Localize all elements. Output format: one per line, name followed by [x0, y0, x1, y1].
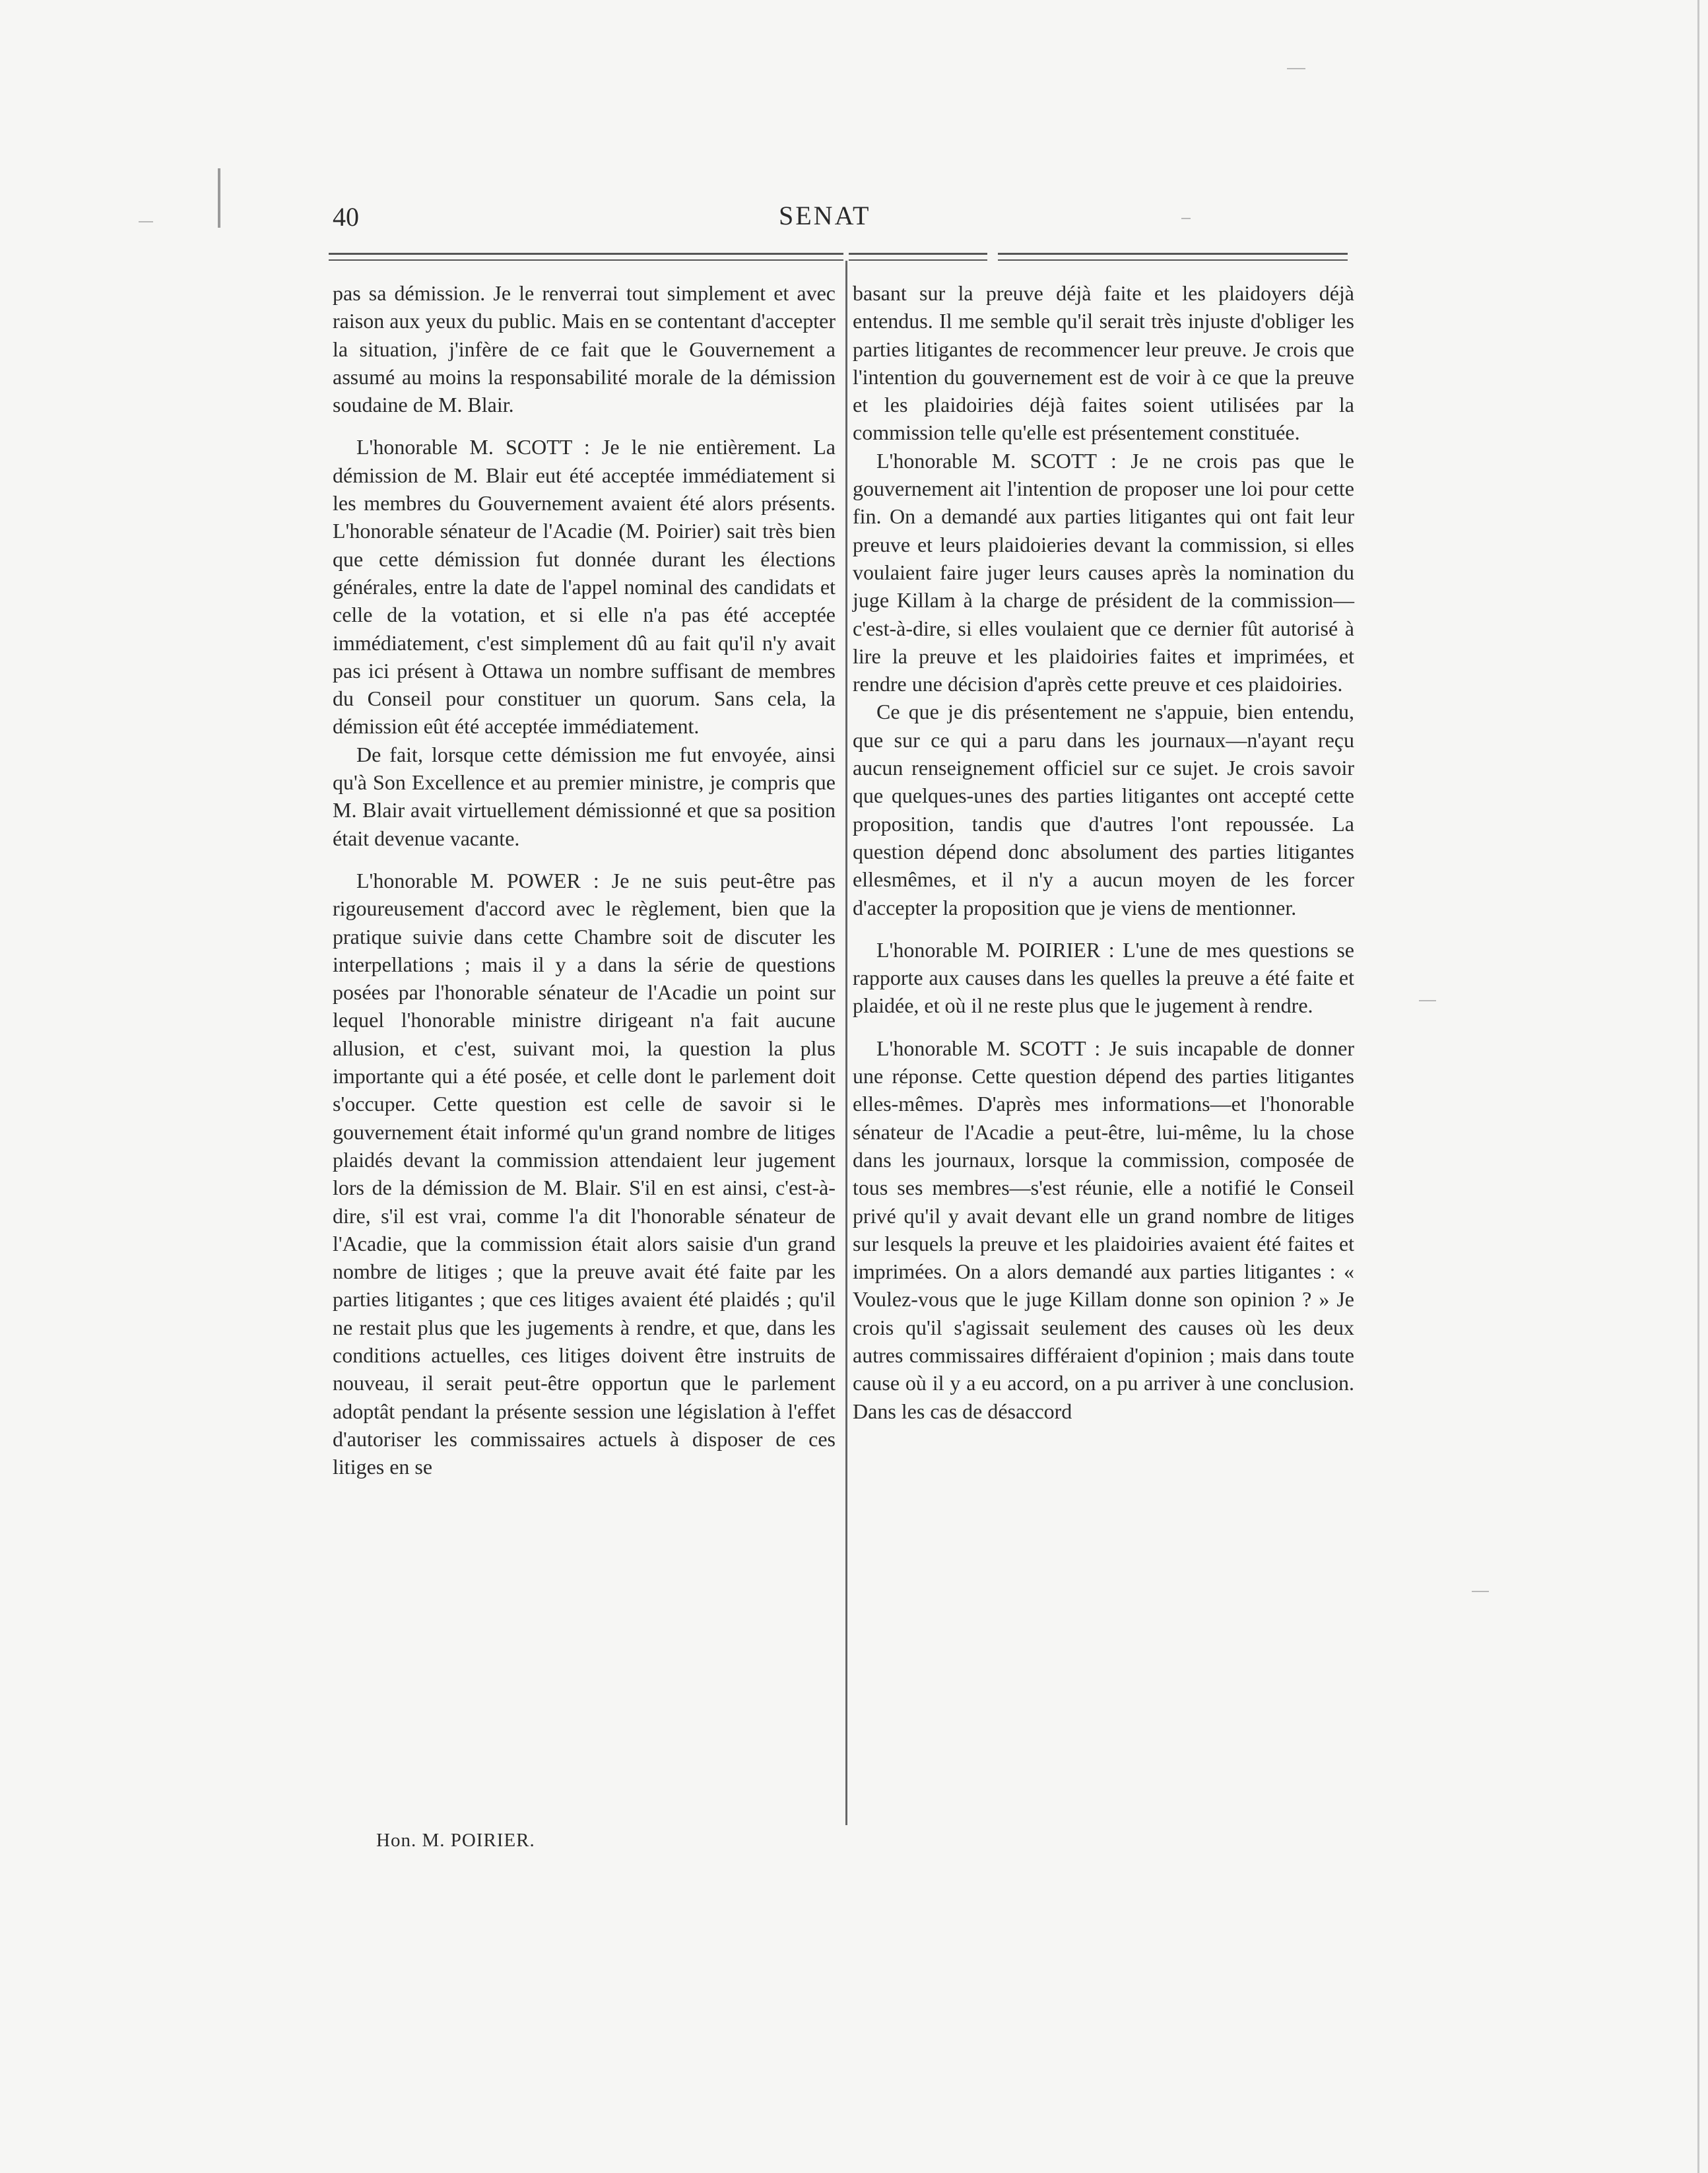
header-rule	[849, 253, 987, 255]
paragraph: L'honorable M. POIRIER : L'une de mes questions se rapporte aux causes dans les quelles la preuve a été faite et plaidée, et où il ne reste plus que le jugement à rendre.	[853, 937, 1354, 1018]
scan-artifact	[1472, 1591, 1489, 1592]
running-head: SENAT	[779, 201, 871, 230]
scan-artifact	[1287, 68, 1305, 69]
paragraph: L'honorable M. POWER : Je ne suis peut-être pas rigoureusement d'accord avec le règlement, bien que la pratique suivie dans cette Chambre soit de discuter les interpellations ; mais il y a dans la série de questions posées par l'honorable sénateur de l'Acadie un point sur lequel l'honorable ministre dirigeant n'a fait aucune allusion, et c'est, suivant moi, la question la plus importante qui a été posée, et celle dont le parlement doit s'occuper. Cette question est celle de savoir si le gouvernement était informé qu'un grand nombre de litiges plaidés devant la commission attendaient leur jugement lors de la démission de M. Blair. S'il en est ainsi, c'est-à-dire, s'il est vrai, comme l'a dit l'honorable sénateur de l'Acadie, que la commission était alors saisie d'un grand nombre de litiges ; que la preuve avait été faite par les parties litigantes ; que ces litiges avaient été plaidés ; qu'il ne restait plus que les jugements à rendre, et que, dans les conditions actuelles, ces litiges doivent être instruits de nouveau, il serait peut-être opportun que le parlement adoptât pendant la présente session une législation à l'effet d'autoriser les commissaires actuels à disposer de ces litiges en se	[333, 868, 836, 1479]
page-number: 40	[333, 202, 359, 232]
paragraph: basant sur la preuve déjà faite et les plaidoyers déjà entendus. Il me semble qu'il serait très injuste d'obliger les parties litigantes de recommencer leur preuve. Je crois que l'intention du gouvernement est de voir à ce que la preuve et les plaidoiries déjà faites soient utilisées par la commission telle qu'elle est présentement constituée.	[853, 281, 1354, 445]
column-divider	[845, 261, 847, 1825]
header-rule	[849, 259, 987, 261]
scan-artifact	[139, 221, 153, 222]
paragraph: L'honorable M. SCOTT : Je ne crois pas que le gouvernement ait l'intention de proposer une loi pour cette fin. On a demandé aux parties litigantes qui ont fait leur preuve et leurs plaidoieries devant la commission, si elles voulaient faire juger leurs causes après la nomination du juge Killam à la charge de président de la commission—c'est-à-dire, si elles voulaient que ce dernier fût autorisé à lire la preuve et les plaidoiries faites et imprimées, et rendre une décision d'après cette preuve et ces plaidoiries.	[853, 448, 1354, 696]
scan-artifact	[218, 168, 220, 228]
header-rule	[329, 253, 843, 255]
paragraph: De fait, lorsque cette démission me fut envoyée, ainsi qu'à Son Excellence et au premier ministre, je compris que M. Blair avait virtuellement démissionné et que sa position était devenue vacante.	[333, 742, 836, 850]
paragraph: pas sa démission. Je le renverrai tout simplement et avec raison aux yeux du public. Mais en se contentant d'accepter la situation, j'infère de ce fait que le Gouvernement a assumé au moins la responsabilité morale de la démission soudaine de M. Blair.	[333, 281, 836, 417]
paragraph: L'honorable M. SCOTT : Je suis incapable de donner une réponse. Cette question dépend des parties litigantes elles-mêmes. D'après mes informations—et l'honorable sénateur de l'Acadie a peut-être, lui-même, lu la chose dans les journaux, lorsque la commission, composée de tous ses membres—s'est réunie, elle a notifié le Conseil privé qu'il y avait devant elle un grand nombre de litiges sur lesquels la preuve et les plaidoiries avaient été faites et imprimées. On a alors demandé aux parties litigantes : « Voulez-vous que le juge Killam donne son opinion ? » Je crois qu'il s'agissait seulement des causes où les deux autres commissaires différaient d'opinion ; mais dans toute cause où il y a eu accord, on a pu arriver à une conclusion. Dans les cas de désaccord	[853, 1036, 1354, 1423]
paragraph: L'honorable M. SCOTT : Je le nie entièrement. La démission de M. Blair eut été acceptée immédiatement si les membres du Gouvernement avaient été alors présents. L'honorable sénateur de l'Acadie (M. Poirier) sait très bien que cette démission fut donnée durant les élections générales, entre la date de l'appel nominal des candidats et celle de la votation, et si elle n'a pas été acceptée immédiatement, c'est simplement dû au fait qu'il n'y avait pas ici présent à Ottawa un nombre suffisant de membres du Conseil pour constituer un quorum. Sans cela, la démission eût été acceptée immédiatement.	[333, 435, 836, 739]
paragraph: Ce que je dis présentement ne s'appuie, bien entendu, que sur ce qui a paru dans les journaux—n'ayant reçu aucun renseignement officiel sur ce sujet. Je crois savoir que quelques-unes des parties litigantes ont accepté cette proposition, tandis que d'autres l'ont repoussée. La question dépend donc absolument des parties litigantes ellesmêmes, et il n'y a aucun moyen de les forcer d'accepter la proposition que je viens de mentionner.	[853, 700, 1354, 919]
header-rule	[998, 259, 1348, 261]
scan-artifact	[1697, 0, 1699, 2173]
footer-note: Hon. M. POIRIER.	[376, 1830, 535, 1851]
scan-artifact	[1181, 218, 1191, 219]
left-column	[333, 279, 836, 1481]
right-column	[853, 279, 1354, 1425]
scan-artifact	[1419, 1000, 1436, 1001]
header-rule	[329, 259, 843, 261]
header-rule	[998, 253, 1348, 255]
